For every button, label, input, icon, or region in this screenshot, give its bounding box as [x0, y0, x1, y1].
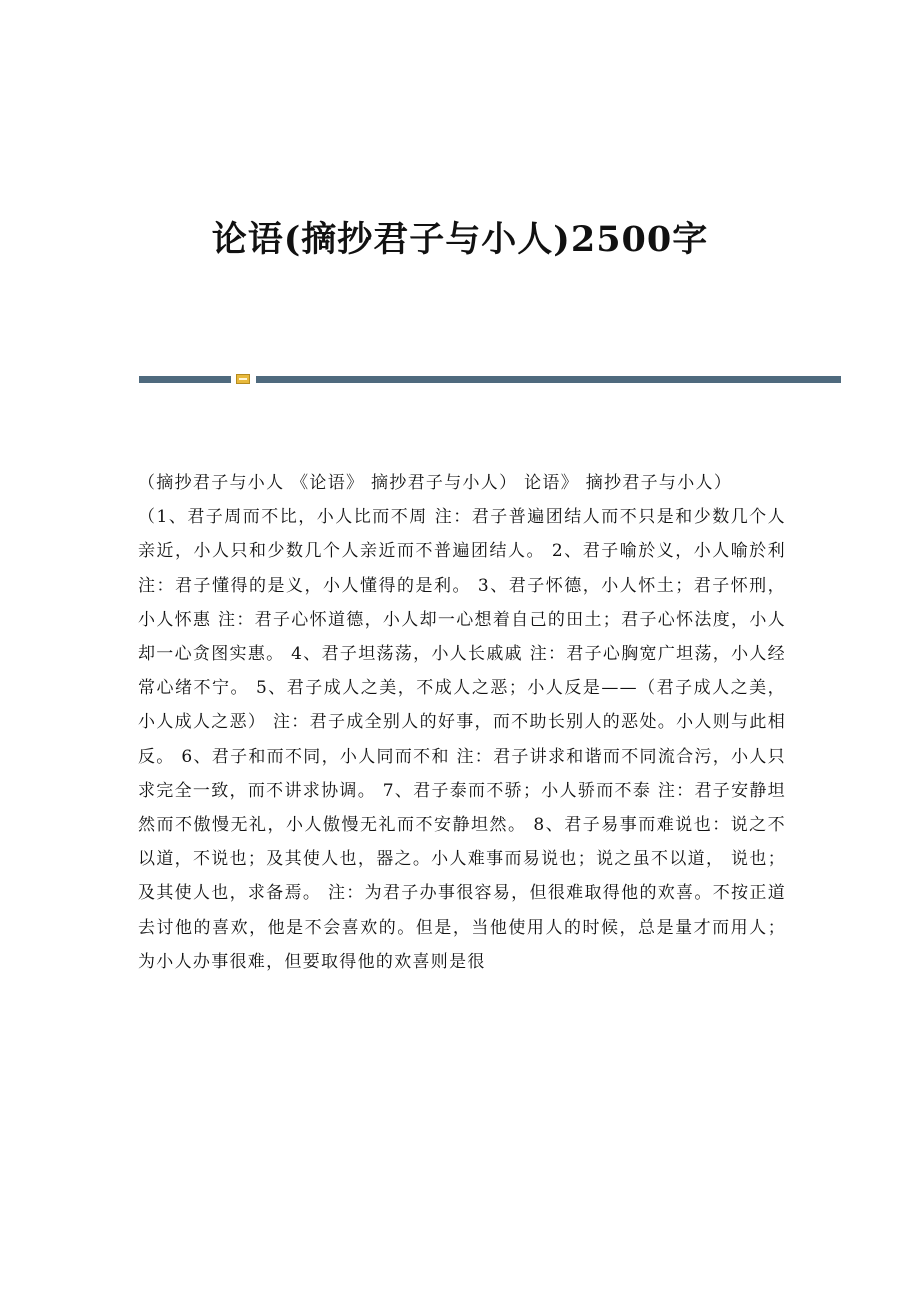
envelope-icon	[236, 374, 250, 384]
title-divider	[139, 374, 841, 384]
divider-bar-left	[139, 376, 231, 383]
document-body	[138, 466, 786, 979]
divider-bar-right	[256, 376, 841, 383]
subtitle-line: （摘抄君子与小人 《论语》 摘抄君子与小人） 论语》 摘抄君子与小人）	[138, 473, 733, 493]
document-title: 论语(摘抄君子与小人)2500字	[211, 219, 709, 260]
body-paragraph: （1、君子周而不比，小人比而不周 注：君子普遍团结人而不只是和少数几个人亲近，小人只和少数几个人亲近而不普遍团结人。 2、君子喻於义，小人喻於利 注：君子懂得的是义，小人懂得的是利。 3、君子怀德，小人怀土；君子怀刑，小人怀惠 注：君子心怀道德，小人却一心想着自己的田土；君子心怀法度，小人却一心贪图实惠。 4、君子坦荡荡，小人长戚戚 注：君子心胸宽广坦荡，小人经常心绪不宁。 5、君子成人之美，不成人之恶；小人反是——（君子成人之美，小人成人之恶） 注：君子成全别人的好事，而不助长别人的恶处。小人则与此相反。 6、君子和而不同，小人同而不和 注：君子讲求和谐而不同流合污，小人只求完全一致，而不讲求协调。 7、君子泰而不骄；小人骄而不泰 注：君子安静坦然而不傲慢无礼，小人傲慢无礼而不安静坦然。 8、君子易事而难说也：说之不以道，不说也；及其使人也，器之。小人难事而易说也；说之虽不以道， 说也；及其使人也，求备焉。 注：为君子办事很容易，但很难取得他的欢喜。不按正道去讨他的喜欢，他是不会喜欢的。但是，当他使用人的时候，总是量才而用人；为小人办事很难，但要取得他的欢喜则是很	[138, 507, 786, 972]
